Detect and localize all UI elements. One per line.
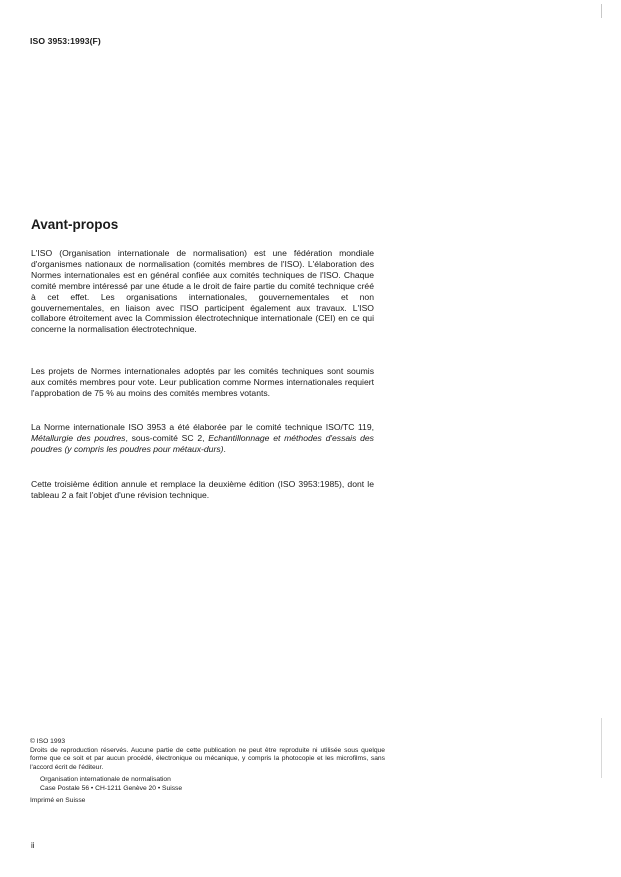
paragraph-edition: Cette troisième édition annule et remplace la deuxième édition (ISO 3953:1985), dont le tableau 2 a fait l'objet d'une révision technique. [31, 479, 374, 500]
scan-edge-mark [601, 4, 602, 18]
section-title: Avant-propos [31, 217, 119, 232]
paragraph-iso-description: L'ISO (Organisation internationale de normalisation) est une fédération mondiale d'organismes nationaux de normalisation (comités membres de l'ISO). L'élaboration des Normes internationales est en général confiée aux comités techniques de l'ISO. Chaque comité membre intéressé par une étude a le droit de faire partie du comité technique créé à cet effet. Les organisations internationales, gouvernementales et non gouvernementales, en liaison avec l'ISO participent également aux travaux. L'ISO collabore étroitement avec la Commission électrotechnique internationale (CEI) en ce qui concerne la normalisation électrotechnique. [31, 248, 374, 335]
publisher-address [40, 776, 385, 793]
committee-text-3: . [223, 443, 226, 454]
copyright-footer [30, 738, 385, 805]
committee-name: Métallurgie des poudres [31, 432, 126, 443]
organisation-name: Organisation internationale de normalisation [40, 776, 171, 784]
scan-edge-mark [601, 718, 602, 778]
page-number: ii [31, 841, 35, 850]
copyright-line: © ISO 1993 [30, 738, 66, 745]
paragraph-committee [31, 422, 374, 455]
subcommittee-name: Echantillonnage et méthodes d'essais des poudres (y compris les poudres pour métaux-durs) [31, 432, 374, 454]
paragraph-approval: Les projets de Normes internationales adoptés par les comités techniques sont soumis aux comités membres pour vote. Leur publication comme Normes internationales requiert l'approbation de 75 % au moins des comités membres votants. [31, 366, 374, 398]
rights-statement: Droits de reproduction réservés. Aucune partie de cette publication ne peut être reproduite ni utilisée sous quelque forme que ce soit et par aucun procédé, électronique ou mécanique, y compris la photocopie et les microfilms, sans l'accord écrit de l'éditeur. [30, 746, 385, 771]
printed-in: Imprimé en Suisse [30, 796, 86, 804]
committee-text-1: La Norme internationale ISO 3953 a été élaborée par le comité technique ISO/TC 119, [31, 422, 374, 432]
postal-address: Case Postale 56 • CH-1211 Genève 20 • Suisse [40, 784, 183, 792]
document-id: ISO 3953:1993(F) [30, 36, 101, 46]
committee-text-2: , sous-comité SC 2, [125, 432, 209, 443]
